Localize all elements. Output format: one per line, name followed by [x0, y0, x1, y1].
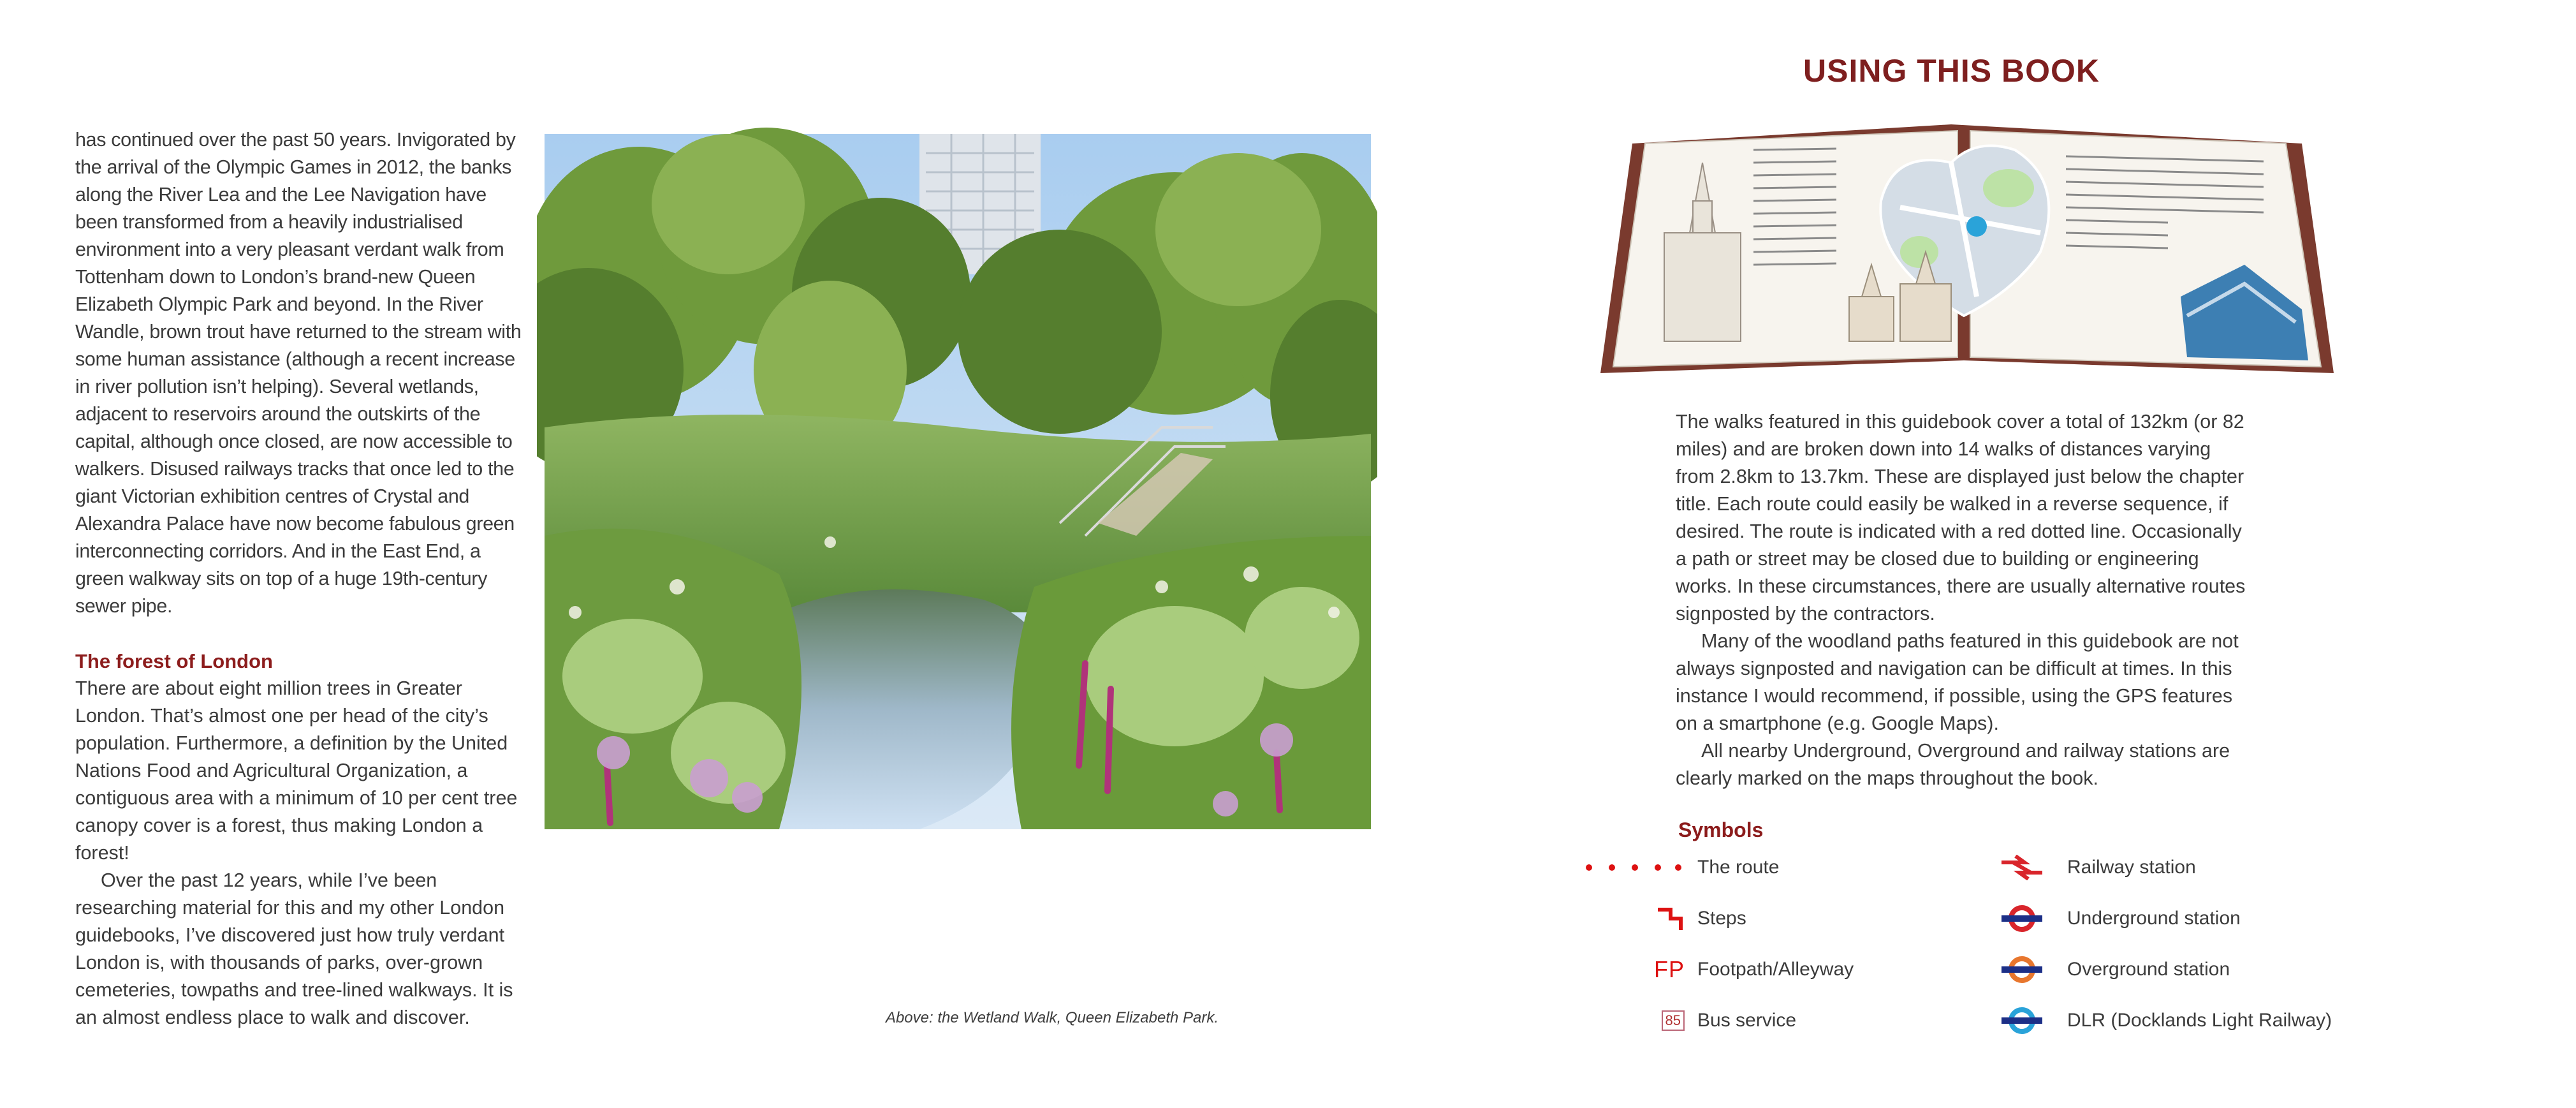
- symbol-label-route: The route: [1697, 857, 1780, 878]
- paragraph-green-revival: has continued over the past 50 years. Invigorated by the arrival of the Olympic Games in 2012, the banks along the River Lea and the Lee Navigation have been transformed from a heavily industrialised environment into a very pleasant verdant walk from Tottenham down to London’s brand-new Queen Elizabeth Olympic Park and beyond. In the River Wandle, brown trout have returned to the stream with some human assistance (although a recent increase in river pollution isn’t helping). Several wetlands, adjacent to reservoirs around the outskirts of the capital, although once closed, are now accessible to walkers. Disused railways tracks that once led to the giant Victorian exhibition centres of Crystal and Alexandra Palace have now become fabulous green interconnecting corridors. And in the East End, a green walkway sits on top of a huge 19th-century sewer pipe.: [75, 129, 522, 617]
- symbol-steps: [1583, 905, 1746, 933]
- symbol-route: [1583, 853, 1779, 882]
- paragraph-navigation: Many of the woodland paths featured in this guidebook are not always signposted and navigation can be difficult at times. In this instance I would recommend, if possible, using the GPS features on a smartphone (e.g. Google Maps).: [1676, 630, 2239, 734]
- route-dots-icon: [1583, 853, 1685, 882]
- wetland-illustration: [537, 128, 1377, 842]
- symbol-overground: [1993, 956, 2230, 984]
- railway-icon: [1993, 853, 2051, 882]
- paragraph-stations: All nearby Underground, Overground and railway stations are clearly marked on the maps throughout the book.: [1676, 740, 2230, 789]
- steps-icon: [1583, 905, 1685, 933]
- paragraph-research: Over the past 12 years, while I’ve been researching material for this and my other London guidebooks, I’ve discovered just how truly verdant London is, with thousands of parks, over-grown cemeteries, towpaths and tree-lined walkways. It is an almost endless place to walk and discover.: [75, 869, 513, 1028]
- paragraph-walks-overview: The walks featured in this guidebook cover a total of 132km (or 82 miles) and are broken down into 14 walks of distances varying from 2.8km to 13.7km. These are displayed just below the chapter title. Each route could easily be walked in a reverse sequence, if desired. The route is indicated with a red dotted line. Occasionally a path or street may be closed due to building or engineering works. In these circumstances, there are usually alternative routes signposted by the contractors.: [1676, 411, 2246, 624]
- symbol-label-footpath: Footpath/Alleyway: [1697, 959, 1854, 980]
- symbols-heading: Symbols: [1678, 818, 1764, 841]
- bus-glyph: 85: [1662, 1010, 1685, 1031]
- paragraph-trees: There are about eight million trees in Greater London. That’s almost one per head of the city’s population. Furthermore, a definition by the United Nations Food and Agricultural Organization, a contiguous area with a minimum of 10 per cent tree canopy cover is a forest, thus making London a forest!: [75, 677, 518, 864]
- symbol-label-bus: Bus service: [1697, 1010, 1797, 1031]
- left-text-column: [75, 126, 522, 1031]
- symbol-dlr: [1993, 1007, 2332, 1035]
- bus-icon: [1583, 1007, 1685, 1035]
- overground-icon: [1993, 956, 2051, 984]
- underground-icon: [1993, 905, 2051, 933]
- symbol-railway: [1993, 853, 2196, 882]
- symbol-footpath: [1583, 956, 1854, 984]
- dlr-icon: [1993, 1007, 2051, 1035]
- symbol-underground: [1993, 905, 2241, 933]
- section-heading-forest: The forest of London: [75, 650, 273, 672]
- symbol-label-underground: Underground station: [2067, 908, 2241, 929]
- footpath-glyph: FP: [1653, 956, 1685, 982]
- symbol-label-railway: Railway station: [2067, 857, 2196, 878]
- footpath-icon: [1583, 956, 1685, 984]
- symbol-label-steps: Steps: [1697, 908, 1746, 929]
- symbol-label-overground: Overground station: [2067, 959, 2230, 980]
- illustration-caption: Above: the Wetland Walk, Queen Elizabeth Park.: [885, 1009, 1219, 1026]
- symbol-label-dlr: DLR (Docklands Light Railway): [2067, 1010, 2332, 1031]
- right-text-column: [1676, 408, 2250, 792]
- open-book-illustration: [1594, 105, 2334, 386]
- page-title: USING THIS BOOK: [1803, 53, 2100, 89]
- symbol-bus: [1583, 1007, 1796, 1035]
